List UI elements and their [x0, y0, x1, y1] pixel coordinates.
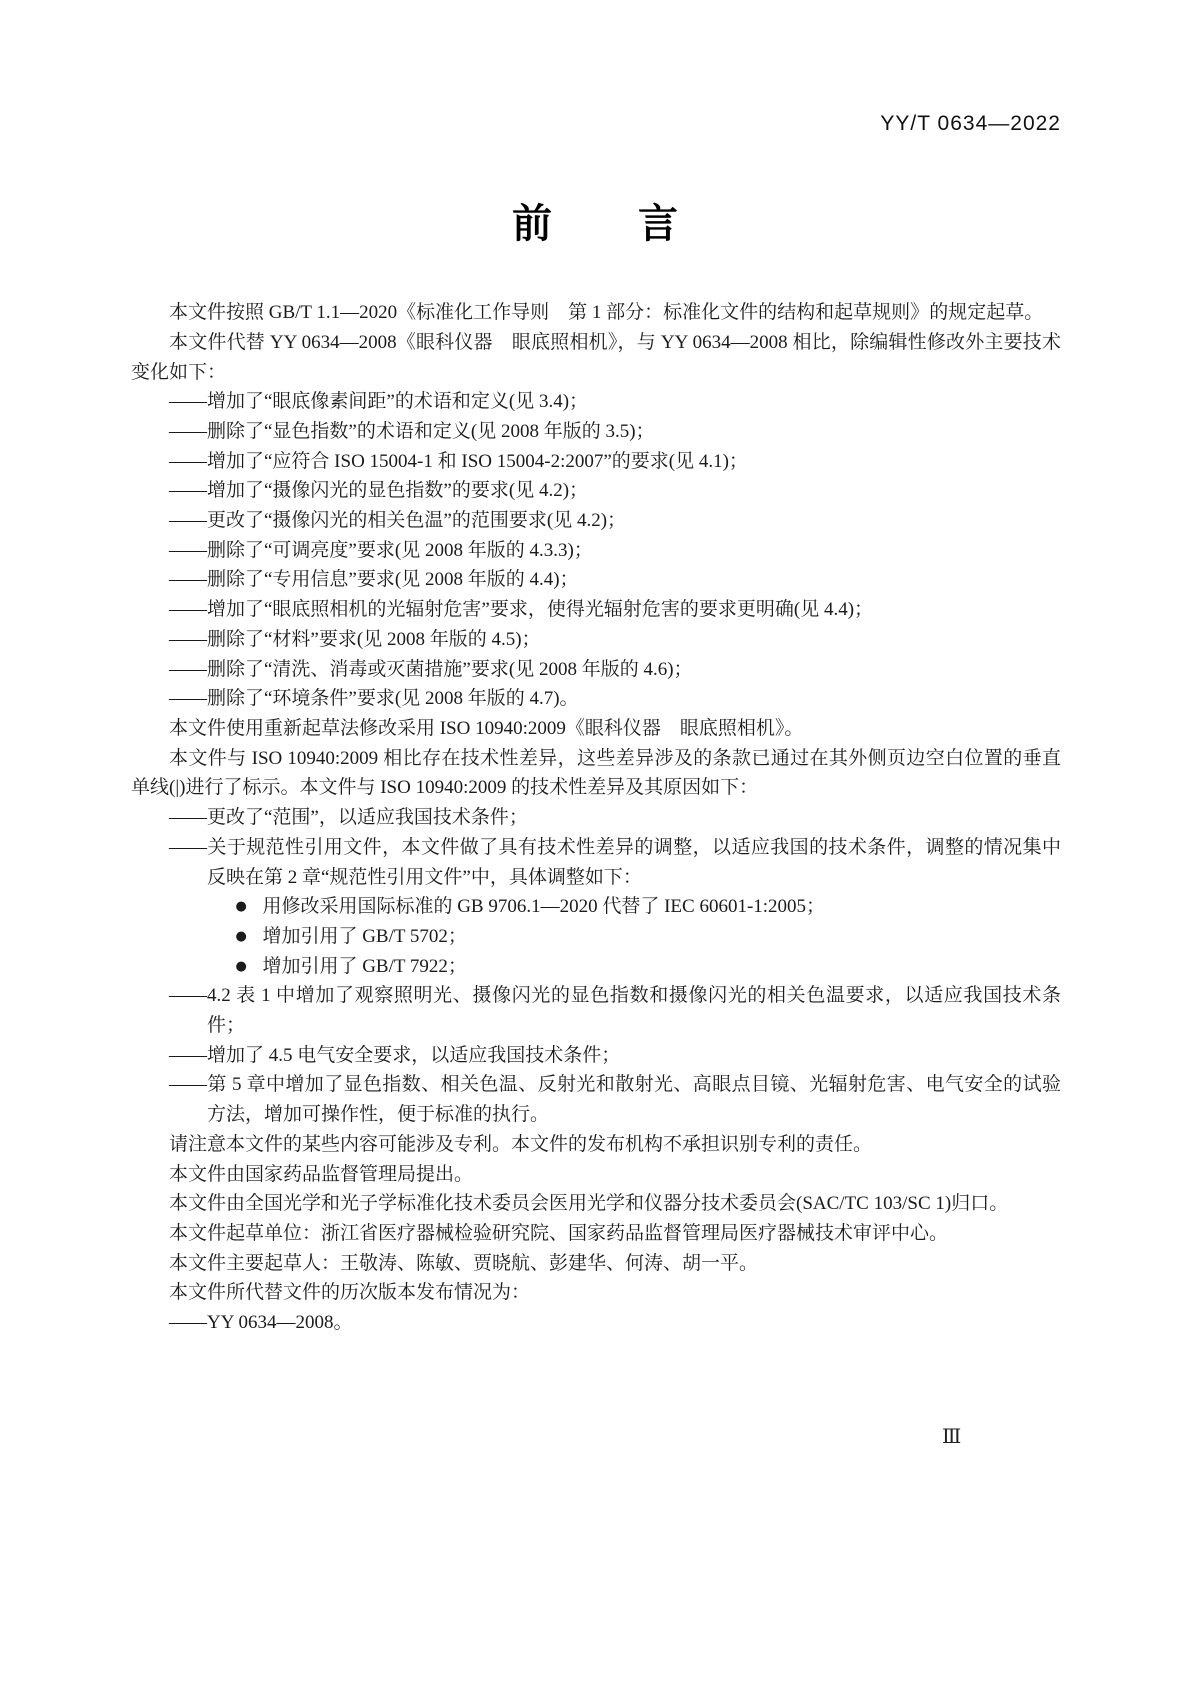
paragraph: 本文件主要起草人：王敬涛、陈敏、贾晓航、彭建华、何涛、胡一平。	[169, 1252, 759, 1274]
dash-item: ——增加了“眼底像素间距”的术语和定义(见 3.4)；	[169, 391, 589, 413]
bullet-icon: ●	[235, 958, 247, 974]
dash-item: ——更改了“范围”，以适应我国技术条件；	[169, 807, 528, 829]
bullet-item: ● 增加引用了 GB/T 5702；	[235, 925, 467, 947]
bullet-item: ● 增加引用了 GB/T 7922；	[235, 955, 467, 977]
paragraph: 本文件与 ISO 10940:2009 相比存在技术性差异，这些差异涉及的条款已通过在其外侧页边空白位置的垂直单线(|)进行了标示。本文件与 ISO 10940:2009 的技术性差异及其原因如下：	[131, 747, 1061, 799]
dash-item: ——增加了“眼底照相机的光辐射危害”要求，使得光辐射危害的要求更明确(见 4.4)；	[169, 599, 874, 621]
dash-item: ——删除了“环境条件”要求(见 2008 年版的 4.7)。	[169, 688, 579, 710]
page-title: 前 言	[512, 202, 680, 247]
paragraph: 本文件由国家药品监督管理局提出。	[169, 1163, 474, 1185]
dash-item: ——删除了“可调亮度”要求(见 2008 年版的 4.3.3)；	[169, 539, 593, 561]
dash-item: ——关于规范性引用文件，本文件做了具有技术性差异的调整，以适应我国的技术条件，调整的情况集中反映在第 2 章“规范性引用文件”中，具体调整如下：	[169, 836, 1061, 888]
document-body	[131, 298, 1061, 1338]
bullet-icon: ●	[235, 928, 247, 944]
dash-item: ——删除了“清洗、消毒或灭菌措施”要求(见 2008 年版的 4.6)；	[169, 658, 693, 680]
dash-item: ——增加了“应符合 ISO 15004-1 和 ISO 15004-2:2007”的要求(见 4.1)；	[169, 450, 748, 472]
paragraph: 本文件使用重新起草法修改采用 ISO 10940:2009《眼科仪器 眼底照相机》。	[169, 717, 804, 739]
paragraph: 请注意本文件的某些内容可能涉及专利。本文件的发布机构不承担识别专利的责任。	[169, 1133, 873, 1155]
dash-item: ——4.2 表 1 中增加了观察照明光、摄像闪光的显色指数和摄像闪光的相关色温要求，以适应我国技术条件；	[169, 985, 1061, 1037]
paragraph: 本文件所代替文件的历次版本发布情况为：	[169, 1282, 531, 1304]
dash-item: ——更改了“摄像闪光的相关色温”的范围要求(见 4.2)；	[169, 510, 627, 532]
paragraph: 本文件起草单位：浙江省医疗器械检验研究院、国家药品监督管理局医疗器械技术审评中心。	[169, 1222, 949, 1244]
dash-item: ——删除了“专用信息”要求(见 2008 年版的 4.4)；	[169, 569, 579, 591]
paragraph: 本文件代替 YY 0634—2008《眼科仪器 眼底照相机》，与 YY 0634—2008 相比，除编辑性修改外主要技术变化如下：	[131, 331, 1061, 383]
bullet-icon: ●	[235, 899, 247, 915]
dash-item: ——增加了 4.5 电气安全要求，以适应我国技术条件；	[169, 1044, 621, 1066]
dash-item: ——YY 0634—2008。	[169, 1312, 353, 1334]
dash-item: ——第 5 章中增加了显色指数、相关色温、反射光和散射光、高眼点目镜、光辐射危害、电气安全的试验方法，增加可操作性，便于标准的执行。	[169, 1074, 1061, 1126]
dash-item: ——删除了“显色指数”的术语和定义(见 2008 年版的 3.5)；	[169, 420, 655, 442]
paragraph: 本文件按照 GB/T 1.1—2020《标准化工作导则 第 1 部分：标准化文件的结构和起草规则》的规定起草。	[169, 302, 1044, 324]
header-doc-number: YY/T 0634—2022	[880, 112, 1061, 135]
page-number: Ⅲ	[942, 1426, 963, 1448]
dash-item: ——删除了“材料”要求(见 2008 年版的 4.5)；	[169, 628, 541, 650]
bullet-item: ● 用修改采用国际标准的 GB 9706.1—2020 代替了 IEC 60601-1:2005；	[235, 896, 826, 918]
dash-item: ——增加了“摄像闪光的显色指数”的要求(见 4.2)；	[169, 480, 589, 502]
paragraph: 本文件由全国光学和光子学标准化技术委员会医用光学和仪器分技术委员会(SAC/TC 103/SC 1)归口。	[169, 1193, 1009, 1215]
